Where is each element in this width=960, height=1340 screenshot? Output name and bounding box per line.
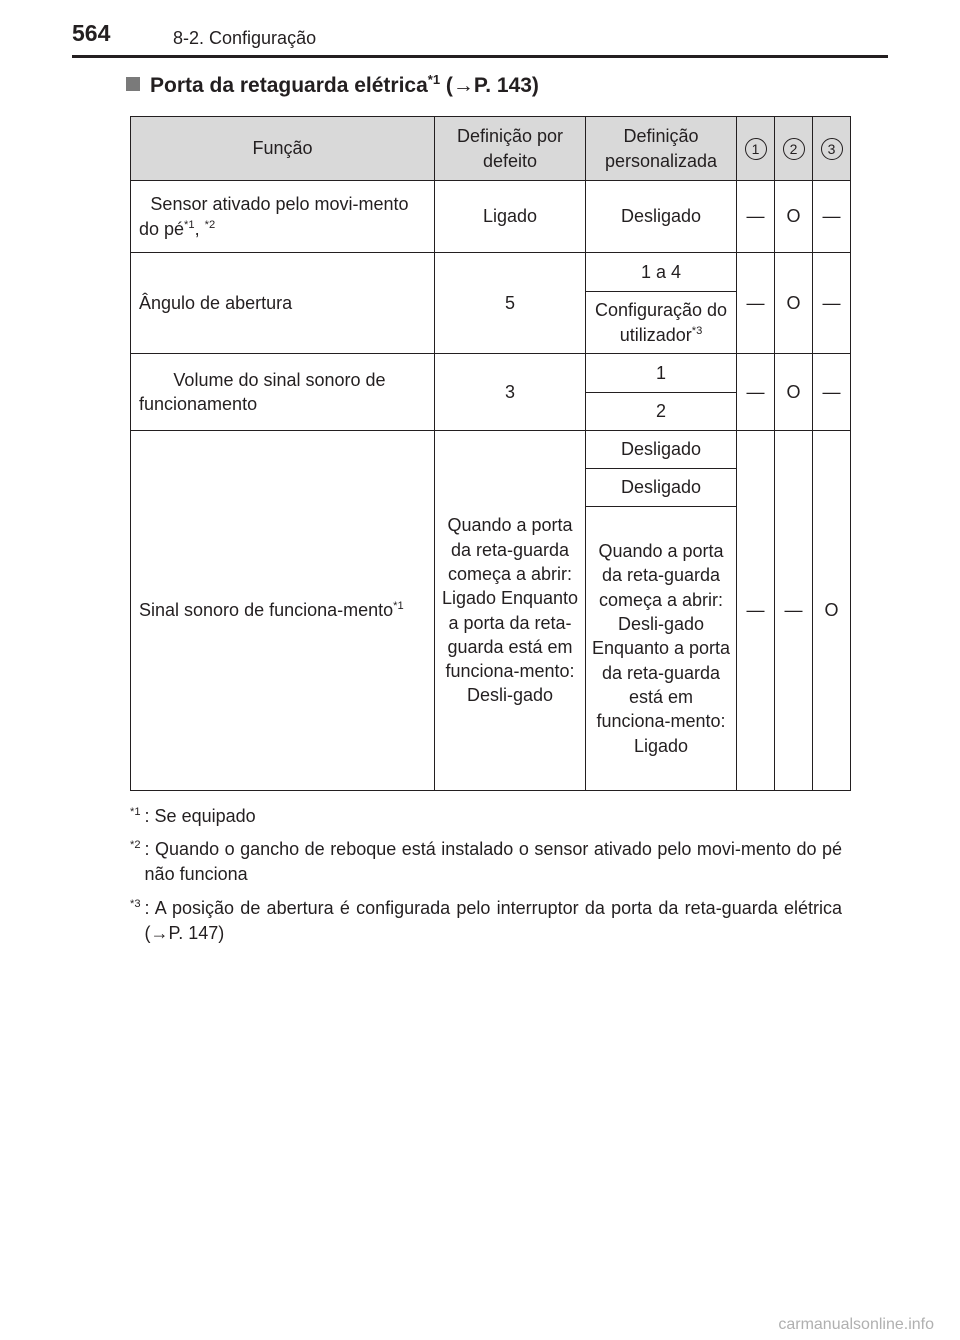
circled-3-icon: 3 (821, 138, 843, 160)
row1-c2: O (775, 181, 813, 253)
table-row (131, 253, 851, 292)
table-header-row (131, 117, 851, 181)
footnote-3-mark (130, 896, 141, 946)
row4-custom-a: Desligado (586, 431, 737, 469)
footnote-2-mark (130, 837, 141, 887)
row2-custom-b-text: Configuração do utilizador (594, 300, 728, 345)
row3-c2: O (775, 354, 813, 431)
circled-1-icon: 1 (745, 138, 767, 160)
row1-sep: , (194, 218, 205, 239)
footnote-3-sup: *3 (130, 897, 141, 910)
header-col-1 (737, 117, 775, 181)
footnote-1-text: : Se equipado (144, 806, 256, 826)
row4-footnote: *1 (393, 600, 404, 613)
row4-c3: O (813, 431, 851, 791)
settings-table (130, 116, 851, 791)
table-row (131, 181, 851, 253)
row1-footnote-a: *1 (184, 218, 195, 231)
row2-function: Ângulo de abertura (131, 253, 435, 354)
section-title-ref: P. 143) (473, 74, 539, 97)
section-title-text: Porta da retaguarda elétrica (150, 74, 428, 97)
row4-function-text: Sinal sonoro de funciona-mento (139, 600, 394, 621)
row2-c3: — (813, 253, 851, 354)
row4-c1: — (737, 431, 775, 791)
footnotes (130, 804, 842, 954)
footnote-2-text: : Quando o gancho de reboque está instalado o sensor ativado pelo movi-mento do pé não funciona (144, 839, 842, 885)
footnote-3-text: : A posição de abertura é configurada pelo interruptor da porta da reta-guarda elétrica ( (144, 897, 842, 943)
row3-custom-b: 2 (586, 393, 737, 431)
header-custom: Definição personalizada (586, 117, 737, 181)
table-row (131, 354, 851, 393)
row3-c1: — (737, 354, 775, 431)
section-title-ref-open: ( (440, 74, 453, 97)
header-col-3 (813, 117, 851, 181)
row4-custom-b: Desligado (586, 469, 737, 507)
row1-function (131, 181, 435, 253)
section-title (126, 74, 539, 98)
row4-c2: — (775, 431, 813, 791)
row3-custom-a: 1 (586, 354, 737, 393)
footnote-3-ref: P. 147) (168, 922, 225, 943)
footnote-2 (130, 837, 842, 887)
row2-custom-a: 1 a 4 (586, 253, 737, 292)
table-row (131, 431, 851, 469)
row1-c3: — (813, 181, 851, 253)
header-function: Função (131, 117, 435, 181)
row3-default: 3 (435, 354, 586, 431)
row2-custom-b (586, 292, 737, 354)
header-default: Definição por defeito (435, 117, 586, 181)
arrow-icon: → (150, 922, 169, 943)
arrow-icon: → (452, 74, 474, 97)
row1-function-text: Sensor ativado pelo movi-mento do pé (139, 194, 409, 239)
section-title-footnote: *1 (427, 72, 441, 87)
footnote-3-body (141, 896, 842, 946)
row2-c2: O (775, 253, 813, 354)
row1-custom: Desligado (586, 181, 737, 253)
footnote-1 (130, 804, 842, 829)
row2-c1: — (737, 253, 775, 354)
row1-default: Ligado (435, 181, 586, 253)
footnote-1-mark (130, 804, 141, 829)
row4-default: Quando a porta da reta-guarda começa a abrir: Ligado Enquanto a porta da reta-guarda está em funciona-mento: Desli-gado (435, 431, 586, 791)
header-rule (72, 55, 888, 58)
header-col-2 (775, 117, 813, 181)
square-bullet-icon (126, 77, 140, 91)
row2-default: 5 (435, 253, 586, 354)
row1-footnote-b: *2 (204, 218, 216, 231)
row4-function (131, 431, 435, 791)
circled-2-icon: 2 (783, 138, 805, 160)
page-number: 564 (72, 20, 111, 46)
row4-custom-c: Quando a porta da reta-guarda começa a abrir: Desli-gado Enquanto a porta da reta-guarda está em funciona-mento: Ligado (586, 507, 737, 791)
footnote-3 (130, 896, 842, 946)
row1-c1: — (737, 181, 775, 253)
footnote-1-sup: *1 (130, 806, 141, 818)
footnote-2-sup: *2 (130, 839, 141, 852)
section-name: 8-2. Configuração (173, 28, 317, 48)
watermark: carmanualsonline.info (778, 1316, 934, 1333)
row3-function: Volume do sinal sonoro de funcionamento (131, 354, 435, 431)
row3-c3: — (813, 354, 851, 431)
row2-custom-b-footnote: *3 (691, 324, 703, 337)
